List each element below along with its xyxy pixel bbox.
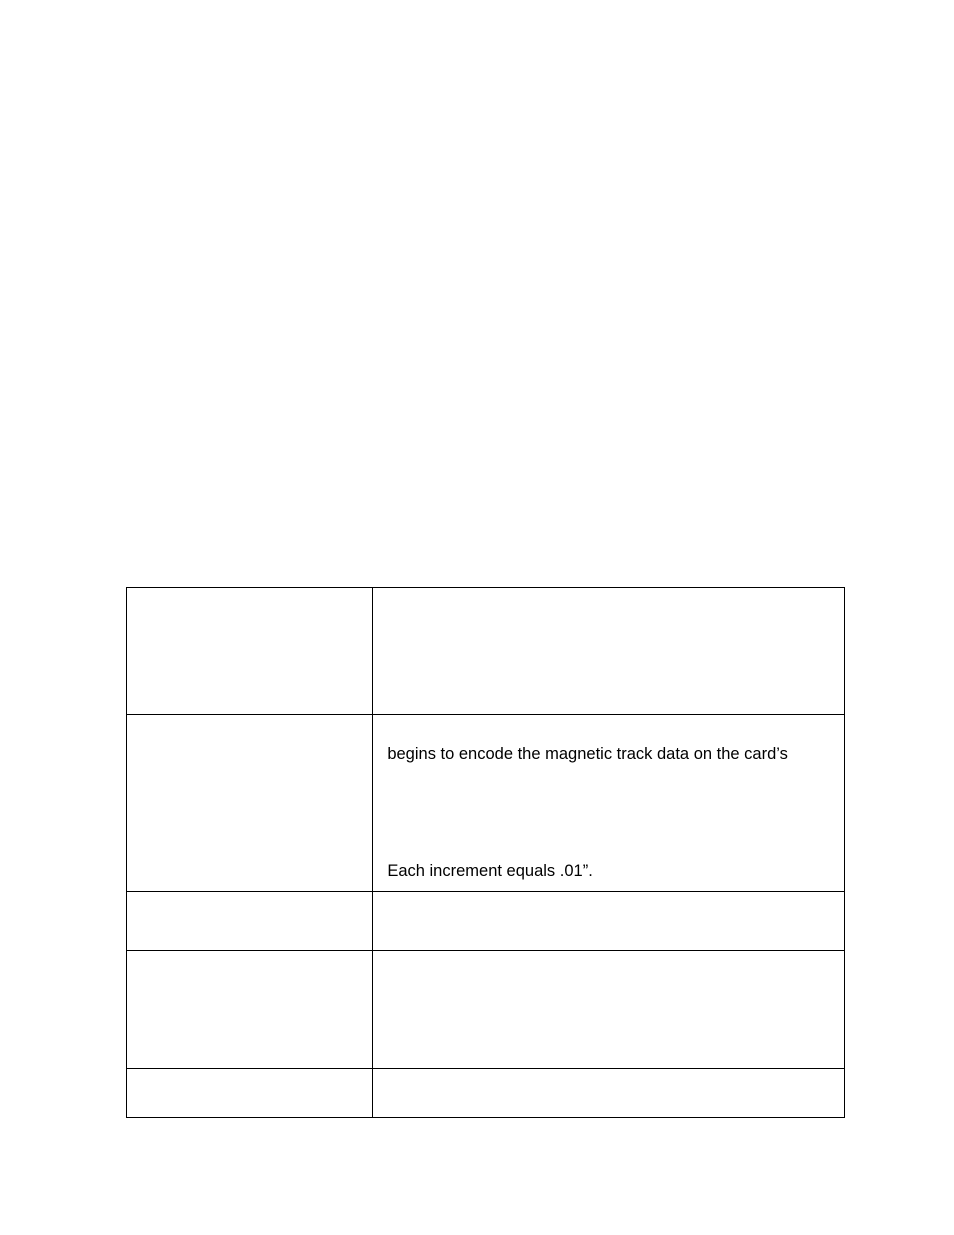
table-cell-left [127, 892, 373, 951]
table-cell-right [373, 588, 845, 715]
table-cell-left [127, 588, 373, 715]
table-row [127, 1069, 845, 1118]
table-row [127, 892, 845, 951]
table-cell-left [127, 715, 373, 892]
table-cell-right [373, 715, 845, 892]
table-row [127, 588, 845, 715]
table-cell-right [373, 951, 845, 1069]
cell-text-line: begins to encode the magnetic track data on the card’s [387, 745, 788, 763]
table-row [127, 715, 845, 892]
table-row [127, 951, 845, 1069]
table-cell-left [127, 951, 373, 1069]
table-cell-right [373, 892, 845, 951]
table-cell-left [127, 1069, 373, 1118]
cell-text-line: Each increment equals .01”. [387, 862, 593, 880]
settings-table [126, 587, 845, 1118]
table-cell-right [373, 1069, 845, 1118]
